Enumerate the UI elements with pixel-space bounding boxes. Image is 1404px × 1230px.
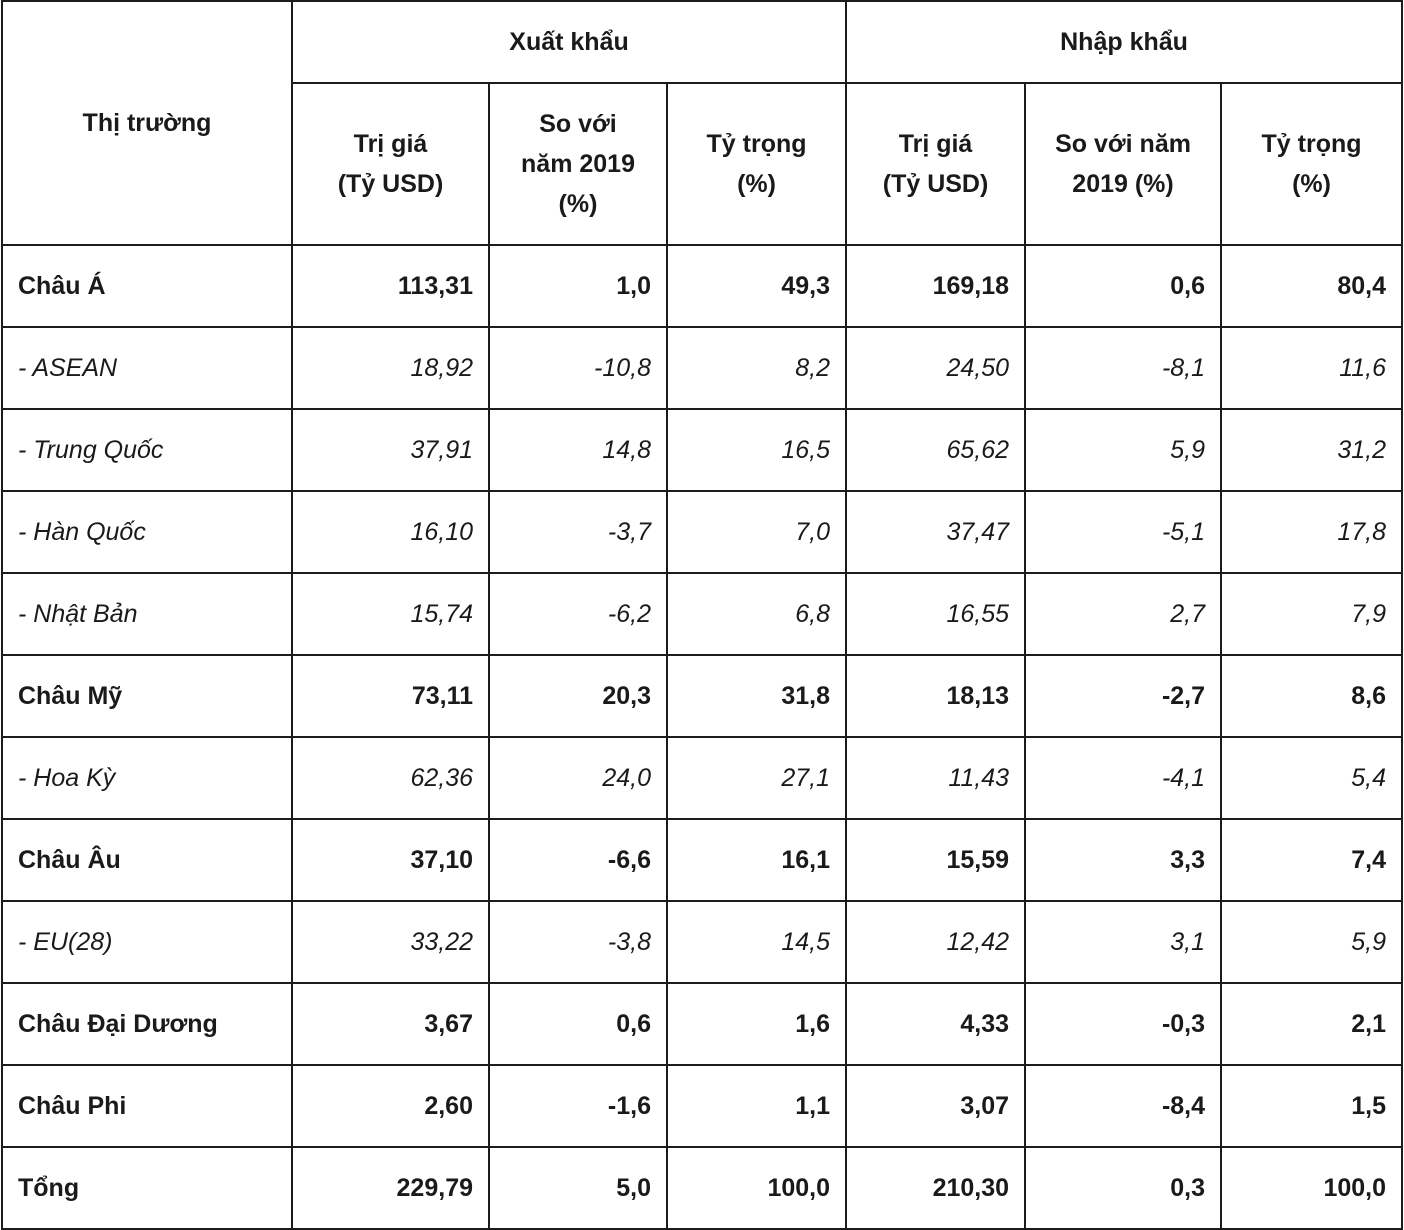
import-change-cell: 3,3 [1025,819,1221,901]
market-cell: - ASEAN [2,327,292,409]
export-change-cell: -3,7 [489,491,667,573]
export-value-cell: 37,10 [292,819,489,901]
export-share-cell: 6,8 [667,573,846,655]
import-share-cell: 1,5 [1221,1065,1402,1147]
export-value-cell: 73,11 [292,655,489,737]
import-change-cell: -8,1 [1025,327,1221,409]
table-row [2,901,1402,983]
table-row [2,245,1402,327]
export-change-cell: -1,6 [489,1065,667,1147]
header-line: So với năm [1055,130,1191,158]
import-value-cell: 37,47 [846,491,1025,573]
import-share-cell: 7,4 [1221,819,1402,901]
import-share-cell: 8,6 [1221,655,1402,737]
trade-by-market-table [1,0,1403,1230]
import-value-cell: 12,42 [846,901,1025,983]
header-line: Trị giá [353,130,428,158]
market-cell: - Hàn Quốc [2,491,292,573]
table-row [2,573,1402,655]
export-share-cell: 49,3 [667,245,846,327]
export-share-cell: 1,6 [667,983,846,1065]
header-line: 2019 (%) [1072,170,1174,198]
header-line: (Tỷ USD) [337,170,444,198]
market-header: Thị trường [2,1,292,245]
header-line: So với [539,110,617,138]
table-row [2,819,1402,901]
import-value-cell: 169,18 [846,245,1025,327]
header-line: Tỷ trọng [706,130,807,158]
export-value-cell: 15,74 [292,573,489,655]
table-row [2,327,1402,409]
export-share-cell: 16,1 [667,819,846,901]
import-share-cell: 31,2 [1221,409,1402,491]
export-group-header: Xuất khẩu [292,1,846,83]
table-row [2,737,1402,819]
header-group-row [2,1,1402,83]
export-share-cell: 8,2 [667,327,846,409]
export-change-cell: 5,0 [489,1147,667,1229]
import-share-cell: 5,4 [1221,737,1402,819]
export-change-cell: -6,6 [489,819,667,901]
import-share-cell: 7,9 [1221,573,1402,655]
header-line: Trị giá [898,130,973,158]
import-share-cell: 11,6 [1221,327,1402,409]
market-cell: Châu Mỹ [2,655,292,737]
import-change-cell: -5,1 [1025,491,1221,573]
header-line: (%) [1292,170,1331,198]
export-share-cell: 7,0 [667,491,846,573]
market-cell: Châu Âu [2,819,292,901]
market-cell: Tổng [2,1147,292,1229]
export-change-cell: 14,8 [489,409,667,491]
import-share-cell: 2,1 [1221,983,1402,1065]
export-value-cell: 18,92 [292,327,489,409]
header-line: (Tỷ USD) [882,170,989,198]
market-cell: Châu Đại Dương [2,983,292,1065]
export-change-cell: 0,6 [489,983,667,1065]
header-line: (%) [558,190,598,218]
import-value-header [846,83,1025,245]
market-cell: - Trung Quốc [2,409,292,491]
export-share-cell: 16,5 [667,409,846,491]
market-cell: Châu Á [2,245,292,327]
export-change-cell: -3,8 [489,901,667,983]
import-value-cell: 24,50 [846,327,1025,409]
import-value-cell: 210,30 [846,1147,1025,1229]
import-value-cell: 65,62 [846,409,1025,491]
export-value-cell: 3,67 [292,983,489,1065]
import-group-header: Nhập khẩu [846,1,1402,83]
import-share-cell: 17,8 [1221,491,1402,573]
header-line: năm 2019 [521,150,635,178]
import-change-cell: -0,3 [1025,983,1221,1065]
export-change-cell: 1,0 [489,245,667,327]
import-change-cell: 0,6 [1025,245,1221,327]
export-change-cell: 24,0 [489,737,667,819]
market-cell: Châu Phi [2,1065,292,1147]
export-share-cell: 100,0 [667,1147,846,1229]
export-value-cell: 16,10 [292,491,489,573]
import-change-header [1025,83,1221,245]
export-value-cell: 62,36 [292,737,489,819]
export-change-cell: -6,2 [489,573,667,655]
import-share-cell: 5,9 [1221,901,1402,983]
import-change-cell: 5,9 [1025,409,1221,491]
export-share-cell: 31,8 [667,655,846,737]
table-row [2,409,1402,491]
export-share-cell: 27,1 [667,737,846,819]
export-value-cell: 37,91 [292,409,489,491]
import-change-cell: 2,7 [1025,573,1221,655]
export-share-header [667,83,846,245]
import-share-header [1221,83,1402,245]
market-cell: - Nhật Bản [2,573,292,655]
export-share-cell: 14,5 [667,901,846,983]
table-row [2,1147,1402,1229]
import-value-cell: 15,59 [846,819,1025,901]
export-change-cell: -10,8 [489,327,667,409]
import-value-cell: 18,13 [846,655,1025,737]
export-value-cell: 113,31 [292,245,489,327]
import-value-cell: 16,55 [846,573,1025,655]
export-value-cell: 229,79 [292,1147,489,1229]
table-row [2,655,1402,737]
table-row [2,983,1402,1065]
export-share-cell: 1,1 [667,1065,846,1147]
import-value-cell: 4,33 [846,983,1025,1065]
import-change-cell: 0,3 [1025,1147,1221,1229]
table-row [2,491,1402,573]
table-header [2,1,1402,245]
market-cell: - EU(28) [2,901,292,983]
export-change-cell: 20,3 [489,655,667,737]
import-change-cell: 3,1 [1025,901,1221,983]
export-value-cell: 2,60 [292,1065,489,1147]
table-row [2,1065,1402,1147]
import-change-cell: -2,7 [1025,655,1221,737]
header-line: (%) [737,170,776,198]
import-value-cell: 11,43 [846,737,1025,819]
market-cell: - Hoa Kỳ [2,737,292,819]
export-value-cell: 33,22 [292,901,489,983]
import-change-cell: -8,4 [1025,1065,1221,1147]
table-body [2,245,1402,1229]
import-share-cell: 100,0 [1221,1147,1402,1229]
header-line: Tỷ trọng [1261,130,1362,158]
export-change-header [489,83,667,245]
import-share-cell: 80,4 [1221,245,1402,327]
export-value-header [292,83,489,245]
import-change-cell: -4,1 [1025,737,1221,819]
import-value-cell: 3,07 [846,1065,1025,1147]
